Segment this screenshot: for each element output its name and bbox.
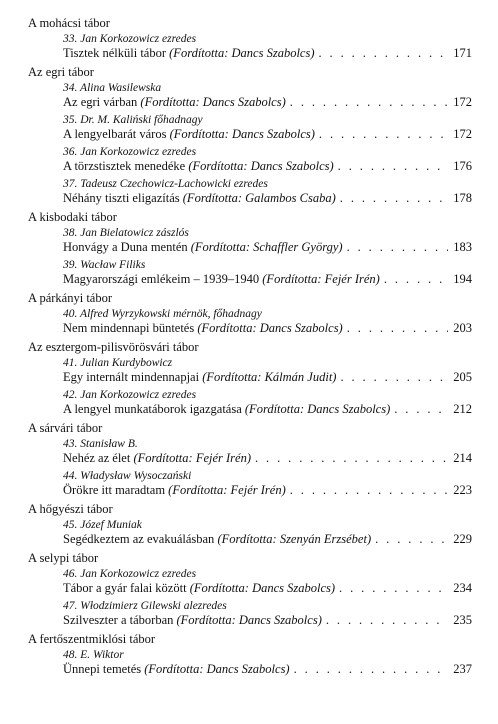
dot-leader bbox=[340, 191, 448, 205]
entry-title-group bbox=[63, 159, 334, 173]
section-title: Az esztergom-pilisvörösvári tábor bbox=[28, 340, 199, 354]
section-entries bbox=[63, 568, 472, 627]
entry-title: Örökre itt maradtam bbox=[63, 483, 166, 497]
entry-author: 43. Stanisław B. bbox=[63, 438, 138, 450]
entry-title-group bbox=[63, 127, 315, 141]
section-title: Az egri tábor bbox=[28, 65, 94, 79]
entry-translator: (Fordította: Dancs Szabolcs) bbox=[244, 402, 391, 416]
section-entries bbox=[63, 308, 472, 335]
page-number: 234 bbox=[453, 581, 472, 595]
toc-entry[interactable] bbox=[63, 600, 472, 627]
page-number: 194 bbox=[453, 272, 472, 286]
entry-translator: (Fordította: Galambos Csaba) bbox=[182, 191, 336, 205]
page-number: 203 bbox=[453, 321, 472, 335]
dot-leader bbox=[319, 46, 449, 60]
entry-title: Tábor a gyár falai között bbox=[63, 581, 187, 595]
entry-author: 42. Jan Korkozowicz ezredes bbox=[63, 389, 197, 401]
dot-leader bbox=[255, 451, 448, 465]
toc-section bbox=[28, 502, 472, 546]
toc-entry[interactable] bbox=[63, 178, 472, 205]
entry-title-line bbox=[63, 46, 472, 60]
entry-translator: (Fordította: Fejér Irén) bbox=[168, 483, 286, 497]
toc-entry[interactable] bbox=[63, 649, 472, 676]
entry-author: 45. Józef Muniak bbox=[63, 519, 142, 531]
entry-title-group bbox=[63, 613, 322, 627]
section-entries bbox=[63, 649, 472, 676]
page-number: 205 bbox=[453, 370, 472, 384]
dot-leader bbox=[347, 240, 448, 254]
dot-leader bbox=[319, 127, 448, 141]
entry-title: Magyarországi emlékeim – 1939–1940 bbox=[63, 272, 260, 286]
entry-title: Honvágy a Duna mentén bbox=[63, 240, 188, 254]
page-number: 235 bbox=[453, 613, 472, 627]
toc-entry[interactable] bbox=[63, 33, 472, 60]
entry-title: Egy internált mindennapjai bbox=[63, 370, 200, 384]
section-title: A sárvári tábor bbox=[28, 421, 103, 435]
entry-title-group bbox=[63, 532, 371, 546]
entry-title-group bbox=[63, 662, 290, 676]
entry-title-line bbox=[63, 191, 472, 205]
entry-title-line bbox=[63, 581, 472, 595]
toc-section bbox=[28, 291, 472, 335]
entry-translator: (Fordította: Fejér Irén) bbox=[133, 451, 251, 465]
entry-title-group bbox=[63, 191, 336, 205]
toc-entry[interactable] bbox=[63, 227, 472, 254]
entry-title: Néhány tiszti eligazítás bbox=[63, 191, 180, 205]
entry-author: 44. Władysław Wysoczański bbox=[63, 470, 192, 482]
page-number: 172 bbox=[453, 127, 472, 141]
entry-translator: (Fordította: Dancs Szabolcs) bbox=[169, 46, 315, 60]
entry-title-group bbox=[63, 581, 335, 595]
entry-author: 39. Wacław Filiks bbox=[63, 259, 146, 271]
entry-translator: (Fordította: Dancs Szabolcs) bbox=[140, 95, 286, 109]
section-title: A párkányi tábor bbox=[28, 291, 113, 305]
entry-author: 36. Jan Korkozowicz ezredes bbox=[63, 146, 197, 158]
entry-title: Szilveszter a táborban bbox=[63, 613, 174, 627]
entry-translator: (Fordította: Dancs Szabolcs) bbox=[197, 321, 343, 335]
entry-translator: (Fordította: Dancs Szabolcs) bbox=[188, 159, 334, 173]
entry-author: 33. Jan Korkozowicz ezredes bbox=[63, 33, 197, 45]
section-title: A mohácsi tábor bbox=[28, 16, 110, 30]
entry-title: Tisztek nélküli tábor bbox=[63, 46, 167, 60]
entry-author: 47. Włodzimierz Gilewski alezredes bbox=[63, 600, 227, 612]
entry-title: Segédkeztem az evakuálásban bbox=[63, 532, 215, 546]
toc-entry[interactable] bbox=[63, 470, 472, 497]
page-number: 214 bbox=[453, 451, 472, 465]
entry-title-group bbox=[63, 483, 286, 497]
toc-entry[interactable] bbox=[63, 568, 472, 595]
toc-entry[interactable] bbox=[63, 82, 472, 109]
entry-title: A lengyelbarát város bbox=[63, 127, 167, 141]
entry-author: 37. Tadeusz Czechowicz-Lachowicki ezredes bbox=[63, 178, 268, 190]
dot-leader bbox=[290, 95, 448, 109]
entry-title-group bbox=[63, 240, 343, 254]
section-entries bbox=[63, 438, 472, 497]
entry-author: 41. Julian Kurdybowicz bbox=[63, 357, 173, 369]
entry-title: A törzstisztek menedéke bbox=[63, 159, 186, 173]
toc-entry[interactable] bbox=[63, 357, 472, 384]
toc-section bbox=[28, 340, 472, 416]
section-title: A kisbodaki tábor bbox=[28, 210, 117, 224]
entry-title-line bbox=[63, 272, 472, 286]
entry-title-group bbox=[63, 451, 251, 465]
dot-leader bbox=[290, 483, 448, 497]
page-number: 171 bbox=[453, 46, 472, 60]
toc-section bbox=[28, 16, 472, 60]
entry-title: Ünnepi temetés bbox=[63, 662, 142, 676]
page-number: 229 bbox=[453, 532, 472, 546]
section-entries bbox=[63, 82, 472, 205]
section-entries bbox=[63, 227, 472, 286]
page-number: 212 bbox=[453, 402, 472, 416]
toc-entry[interactable] bbox=[63, 114, 472, 141]
toc-section bbox=[28, 632, 472, 676]
entry-title-line bbox=[63, 240, 472, 254]
toc-section bbox=[28, 421, 472, 497]
dot-leader bbox=[384, 272, 448, 286]
entry-title-line bbox=[63, 370, 472, 384]
page-number: 178 bbox=[453, 191, 472, 205]
dot-leader bbox=[340, 370, 448, 384]
toc-entry[interactable] bbox=[63, 389, 472, 416]
entry-title-group bbox=[63, 321, 343, 335]
entry-translator: (Fordította: Fejér Irén) bbox=[262, 272, 380, 286]
toc-section bbox=[28, 551, 472, 627]
page-number: 183 bbox=[453, 240, 472, 254]
toc-entry[interactable] bbox=[63, 146, 472, 173]
entry-title: Az egri várban bbox=[63, 95, 138, 109]
section-title: A hőgyészi tábor bbox=[28, 502, 113, 516]
entry-author: 40. Alfred Wyrzykowski mérnök, főhadnagy bbox=[63, 308, 262, 320]
dot-leader bbox=[339, 581, 448, 595]
entry-title-line bbox=[63, 402, 472, 416]
section-entries bbox=[63, 33, 472, 60]
page-number: 237 bbox=[453, 662, 472, 676]
entry-author: 46. Jan Korkozowicz ezredes bbox=[63, 568, 197, 580]
dot-leader bbox=[338, 159, 448, 173]
section-title: A fertőszentmiklósi tábor bbox=[28, 632, 156, 646]
entry-translator: (Fordította: Szenyán Erzsébet) bbox=[217, 532, 372, 546]
entry-title: Nehéz az élet bbox=[63, 451, 131, 465]
entry-title-group bbox=[63, 272, 380, 286]
dot-leader bbox=[326, 613, 448, 627]
entry-title-line bbox=[63, 662, 472, 676]
toc-section bbox=[28, 65, 472, 205]
toc-entry[interactable] bbox=[63, 519, 472, 546]
page-number: 172 bbox=[453, 95, 472, 109]
entry-title-line bbox=[63, 532, 472, 546]
entry-translator: (Fordította: Dancs Szabolcs) bbox=[169, 127, 315, 141]
entry-title-group bbox=[63, 402, 390, 416]
entry-title-line bbox=[63, 127, 472, 141]
section-title: A selypi tábor bbox=[28, 551, 99, 565]
dot-leader bbox=[394, 402, 448, 416]
entry-translator: (Fordította: Schaffler György) bbox=[190, 240, 343, 254]
entry-title-line bbox=[63, 451, 472, 465]
entry-title: A lengyel munkatáborok igazgatása bbox=[63, 402, 242, 416]
dot-leader bbox=[347, 321, 448, 335]
toc-entry[interactable] bbox=[63, 438, 472, 465]
dot-leader bbox=[375, 532, 448, 546]
dot-leader bbox=[294, 662, 448, 676]
toc-entry[interactable] bbox=[63, 308, 472, 335]
entry-title: Nem mindennapi büntetés bbox=[63, 321, 195, 335]
entry-translator: (Fordította: Dancs Szabolcs) bbox=[144, 662, 290, 676]
toc-section bbox=[28, 210, 472, 286]
entry-title-line bbox=[63, 159, 472, 173]
page-number: 223 bbox=[453, 483, 472, 497]
entry-title-line bbox=[63, 613, 472, 627]
entry-author: 38. Jan Bielatowicz zászlós bbox=[63, 227, 189, 239]
entry-translator: (Fordította: Dancs Szabolcs) bbox=[189, 581, 336, 595]
entry-author: 48. E. Wiktor bbox=[63, 649, 124, 661]
entry-title-group bbox=[63, 370, 336, 384]
entry-title-group bbox=[63, 46, 315, 60]
page-number: 176 bbox=[453, 159, 472, 173]
entry-title-line bbox=[63, 321, 472, 335]
entry-author: 34. Alina Wasilewska bbox=[63, 82, 162, 94]
entry-translator: (Fordította: Dancs Szabolcs) bbox=[176, 613, 322, 627]
section-entries bbox=[63, 357, 472, 416]
entry-translator: (Fordította: Kálmán Judit) bbox=[202, 370, 337, 384]
entry-title-line bbox=[63, 483, 472, 497]
toc-entry[interactable] bbox=[63, 259, 472, 286]
entry-title-line bbox=[63, 95, 472, 109]
section-entries bbox=[63, 519, 472, 546]
entry-title-group bbox=[63, 95, 286, 109]
entry-author: 35. Dr. M. Kaliński főhadnagy bbox=[63, 114, 203, 126]
